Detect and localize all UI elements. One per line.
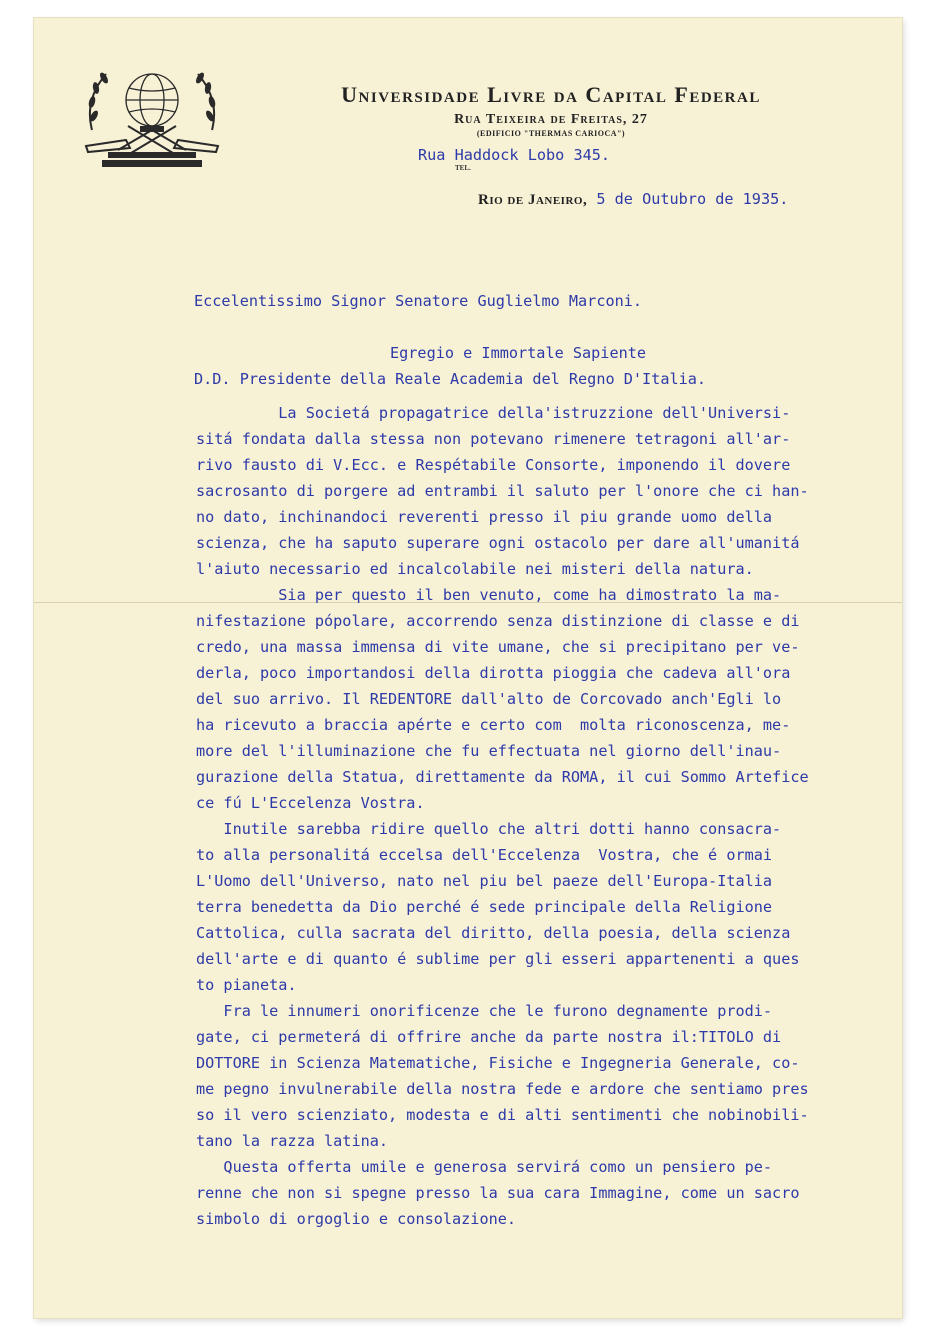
university-emblem-icon	[78, 60, 226, 175]
letter-body	[196, 400, 809, 1232]
body-line: terra benedetta da Dio perché é sede principale della Religione	[196, 898, 773, 916]
institution-name: Universidade Livre da Capital Federal	[341, 82, 761, 107]
letter-date: 5 de Outubro de 1935.	[587, 190, 789, 208]
body-line: l'aiuto necessario ed incalcolabile nei misteri della natura.	[196, 560, 754, 578]
letterhead	[236, 82, 866, 138]
body-line: ce fú L'Eccelenza Vostra.	[196, 794, 425, 812]
body-line: L'Uomo dell'Universo, nato nel piu bel paeze dell'Europa-Italia	[196, 872, 773, 890]
body-line: derla, poco importandosi della dirotta pioggia che cadeva all'ora	[196, 664, 791, 682]
body-line: Sia per questo il ben venuto, come ha dimostrato la ma-	[196, 586, 782, 604]
body-line: nifestazione pópolare, accorrendo senza distinzione di classe e di	[196, 612, 800, 630]
body-line: to pianeta.	[196, 976, 297, 994]
body-line: no dato, inchinandoci reverenti presso il piu grande uomo della	[196, 508, 773, 526]
body-line: me pegno invulnerabile della nostra fede e ardore che sentiamo pres	[196, 1080, 809, 1098]
institution-building: (EDIFICIO "THERMAS CARIOCA")	[476, 129, 626, 138]
body-line: simbolo di orgoglio e consolazione.	[196, 1210, 517, 1228]
body-line: tano la razza latina.	[196, 1132, 389, 1150]
body-line: Questa offerta umile e generosa servirá como un pensiero pe-	[196, 1158, 773, 1176]
dateline	[478, 190, 788, 209]
body-line: rivo fausto di V.Ecc. e Respétabile Consorte, imponendo il dovere	[196, 456, 791, 474]
body-line: Inutile sarebba ridire quello che altri dotti hanno consacra-	[196, 820, 782, 838]
body-line: so il vero scienziato, modesta e di alti sentimenti che nobinobili-	[196, 1106, 809, 1124]
body-line: sitá fondata dalla stessa non potevano rimenere tetragoni all'ar-	[196, 430, 791, 448]
body-line: dell'arte e di quanto é sublime per gli esseri appartenenti a ques	[196, 950, 800, 968]
body-line: DOTTORE in Scienza Matematiche, Fisiche e Ingegneria Generale, co-	[196, 1054, 800, 1072]
body-line: gurazione della Statua, direttamente da ROMA, il cui Sommo Artefice	[196, 768, 809, 786]
institution-address: Rua Teixeira de Freitas, 27	[454, 112, 648, 127]
recipient-block	[194, 236, 706, 418]
place-name: Rio de Janeiro,	[478, 192, 588, 208]
body-line: ha ricevuto a braccia apérte e certo com molta riconoscenza, me-	[196, 716, 791, 734]
body-line: Fra le innumeri onorificenze che le furono degnamente prodi-	[196, 1002, 773, 1020]
body-line: scienza, che ha saputo superare ogni ostacolo per dare all'umanitá	[196, 534, 800, 552]
recipient-line: D.D. Presidente della Reale Academia del Regno D'Italia.	[194, 370, 707, 388]
body-line: to alla personalitá eccelsa dell'Eccelenza Vostra, che é ormai	[196, 846, 773, 864]
body-line: renne che non si spegne presso la sua cara Immagine, come un sacro	[196, 1184, 800, 1202]
body-line: credo, una massa immensa di vite umane, che si precipitano per ve-	[196, 638, 800, 656]
body-line: Cattolica, culla sacrata del diritto, della poesia, della scienza	[196, 924, 791, 942]
tel-label: TEL.	[455, 164, 471, 172]
body-line: sacrosanto di porgere ad entrambi il saluto per l'onore che ci han-	[196, 482, 809, 500]
body-line: more del l'illuminazione che fu effectuata nel giorno dell'inau-	[196, 742, 782, 760]
typed-address: Rua Haddock Lobo 345.	[418, 146, 611, 164]
body-line: del suo arrivo. Il REDENTORE dall'alto de Corcovado anch'Egli lo	[196, 690, 782, 708]
recipient-line: Eccelentissimo Signor Senatore Guglielmo Marconi.	[194, 292, 643, 310]
body-line: gate, ci permeterá di offrire anche da parte nostra il:TITOLO di	[196, 1028, 782, 1046]
body-line: La Societá propagatrice della'istruzzione dell'Universi-	[196, 404, 791, 422]
salutation: Egregio e Immortale Sapiente	[390, 344, 647, 362]
